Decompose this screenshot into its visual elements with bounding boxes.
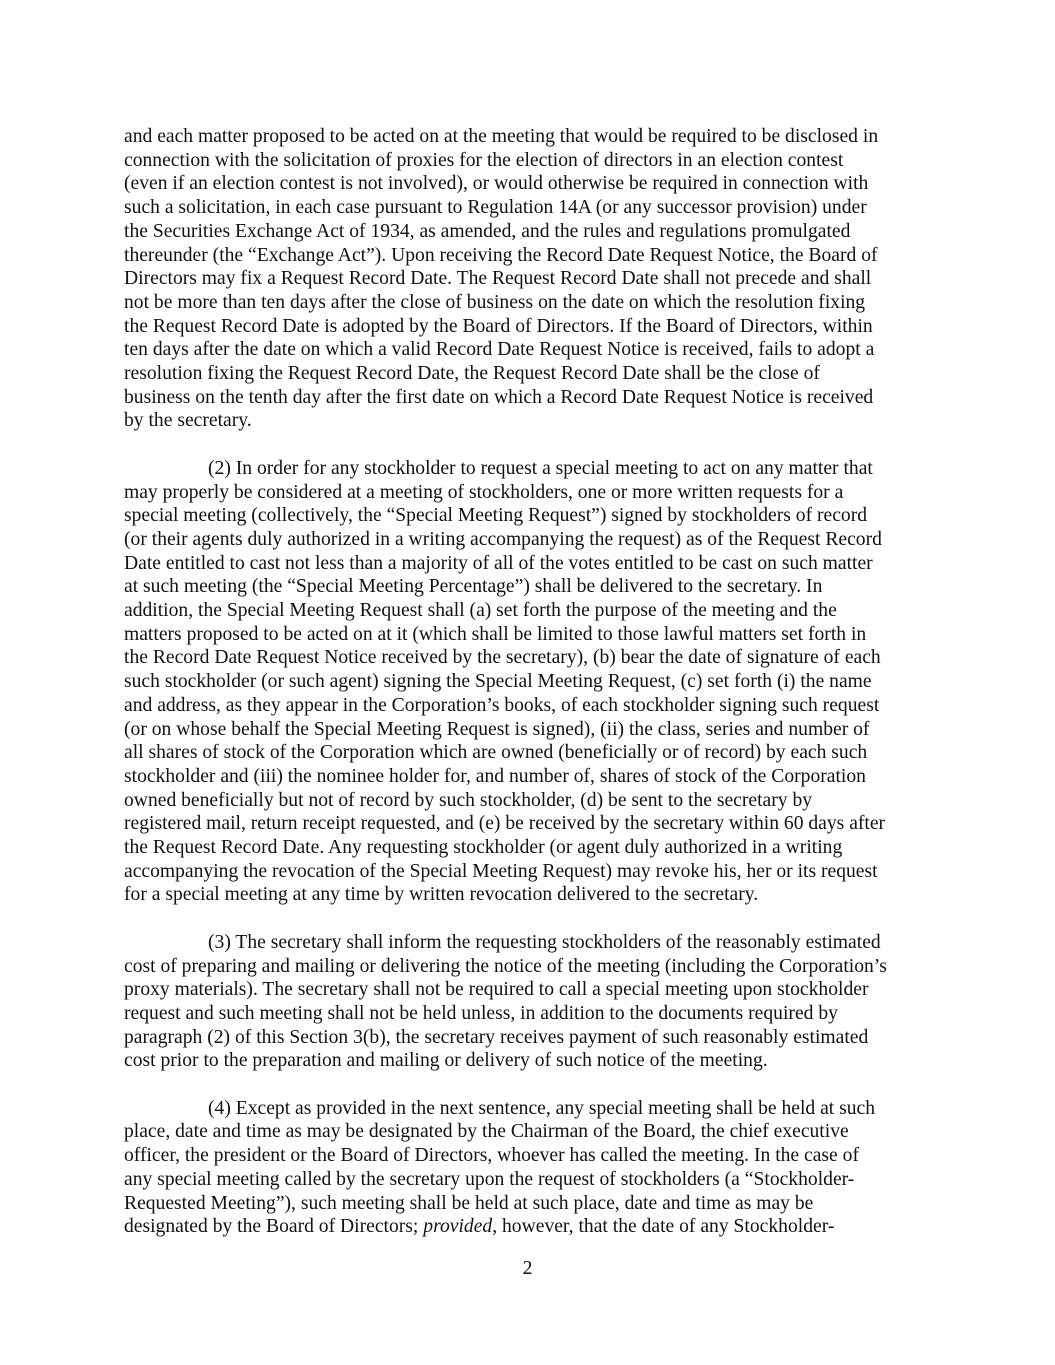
text-line: such stockholder (or such agent) signing the Special Meeting Request, (c) set forth (i) the name (124, 671, 872, 693)
text-line: the Securities Exchange Act of 1934, as amended, and the rules and regulations promulgated (124, 220, 851, 242)
text-line: and each matter proposed to be acted on at the meeting that would be required to be disclosed in (124, 126, 879, 147)
text-line: addition, the Special Meeting Request shall (a) set forth the purpose of the meeting and the (124, 600, 837, 622)
text-line-segment: designated by the Board of Directors; (124, 1216, 424, 1238)
text-line: connection with the solicitation of proxies for the election of directors in an election contest (124, 149, 844, 171)
text-line: proxy materials). The secretary shall not be required to call a special meeting upon stockholder (124, 979, 869, 1001)
text-line: owned beneficially but not of record by such stockholder, (d) be sent to the secretary by (124, 789, 813, 811)
text-line: for a special meeting at any time by written revocation delivered to the secretary. (124, 884, 759, 906)
text-line: request and such meeting shall not be held unless, in addition to the documents required by (124, 1002, 838, 1024)
text-line: Directors may fix a Request Record Date. The Request Record Date shall not precede and shall (124, 268, 872, 290)
text-line: (even if an election contest is not involved), or would otherwise be required in connection with (124, 173, 869, 195)
text-line: such a solicitation, in each case pursuant to Regulation 14A (or any successor provision) under (124, 197, 867, 219)
text-line: (or their agents duly authorized in a writing accompanying the request) as of the Request Record (124, 528, 882, 550)
text-line-content: (3) The secretary shall inform the requesting stockholders of the reasonably estimated (208, 931, 881, 953)
document-body (124, 125, 932, 1263)
text-line (124, 1215, 932, 1239)
text-line: cost prior to the preparation and mailing or delivery of such notice of the meeting. (124, 1050, 768, 1072)
text-line: ten days after the date on which a valid Record Date Request Notice is received, fails to adopt a (124, 339, 875, 361)
text-line-content: (2) In order for any stockholder to request a special meeting to act on any matter that (208, 457, 873, 479)
text-line: cost of preparing and mailing or delivering the notice of the meeting (including the Corporation’s (124, 955, 887, 977)
paragraph-4 (124, 1097, 932, 1239)
text-line: resolution fixing the Request Record Date, the Request Record Date shall be the close of (124, 363, 820, 385)
paragraph-2 (124, 457, 932, 907)
text-line: may properly be considered at a meeting of stockholders, one or more written requests for a (124, 481, 844, 503)
text-line: the Request Record Date. Any requesting stockholder (or agent duly authorized in a writing (124, 837, 843, 859)
text-line: at such meeting (the “Special Meeting Percentage”) shall be delivered to the secretary. In (124, 576, 823, 598)
text-line: any special meeting called by the secretary upon the request of stockholders (a “Stockholder- (124, 1168, 855, 1190)
text-line: thereunder (the “Exchange Act”). Upon receiving the Record Date Request Notice, the Board of (124, 244, 878, 266)
text-line (124, 931, 932, 955)
text-line: all shares of stock of the Corporation which are owned (beneficially or of record) by each such (124, 742, 868, 764)
text-line (124, 1097, 932, 1121)
text-line: place, date and time as may be designated by the Chairman of the Board, the chief executive (124, 1121, 849, 1143)
text-line: matters proposed to be acted on at it (which shall be limited to those lawful matters set forth in (124, 623, 867, 645)
text-line: and address, as they appear in the Corporation’s books, of each stockholder signing such request (124, 694, 880, 716)
text-line: (or on whose behalf the Special Meeting Request is signed), (ii) the class, series and number of (124, 718, 870, 740)
page-number: 2 (522, 1258, 533, 1279)
paragraph-1 (124, 125, 932, 433)
text-line: registered mail, return receipt requested, and (e) be received by the secretary within 60 days after (124, 813, 886, 835)
text-line-segment: , however, that the date of any Stockholder- (492, 1216, 835, 1238)
text-line: business on the tenth day after the first date on which a Record Date Request Notice is received (124, 386, 874, 408)
text-line: stockholder and (iii) the nominee holder for, and number of, shares of stock of the Corporation (124, 765, 866, 787)
text-line: officer, the president or the Board of Directors, whoever has called the meeting. In the case of (124, 1145, 859, 1167)
text-line (124, 457, 932, 481)
text-line-content: (4) Except as provided in the next sentence, any special meeting shall be held at such (208, 1097, 876, 1119)
text-line: special meeting (collectively, the “Special Meeting Request”) signed by stockholders of record (124, 505, 868, 527)
text-line: Date entitled to cast not less than a majority of all of the votes entitled to be cast on such matter (124, 552, 873, 574)
text-line: not be more than ten days after the close of business on the date on which the resolution fixing (124, 291, 866, 313)
text-line: Requested Meeting”), such meeting shall be held at such place, date and time as may be (124, 1192, 814, 1214)
text-line: the Record Date Request Notice received by the secretary), (b) bear the date of signature of each (124, 647, 881, 669)
text-line: the Request Record Date is adopted by the Board of Directors. If the Board of Directors, within (124, 315, 873, 337)
italic-term: provided (423, 1216, 493, 1238)
text-line: by the secretary. (124, 410, 252, 432)
text-line: accompanying the revocation of the Special Meeting Request) may revoke his, her or its request (124, 860, 878, 882)
text-line: paragraph (2) of this Section 3(b), the secretary receives payment of such reasonably estimated (124, 1026, 869, 1048)
paragraph-3 (124, 931, 932, 1073)
